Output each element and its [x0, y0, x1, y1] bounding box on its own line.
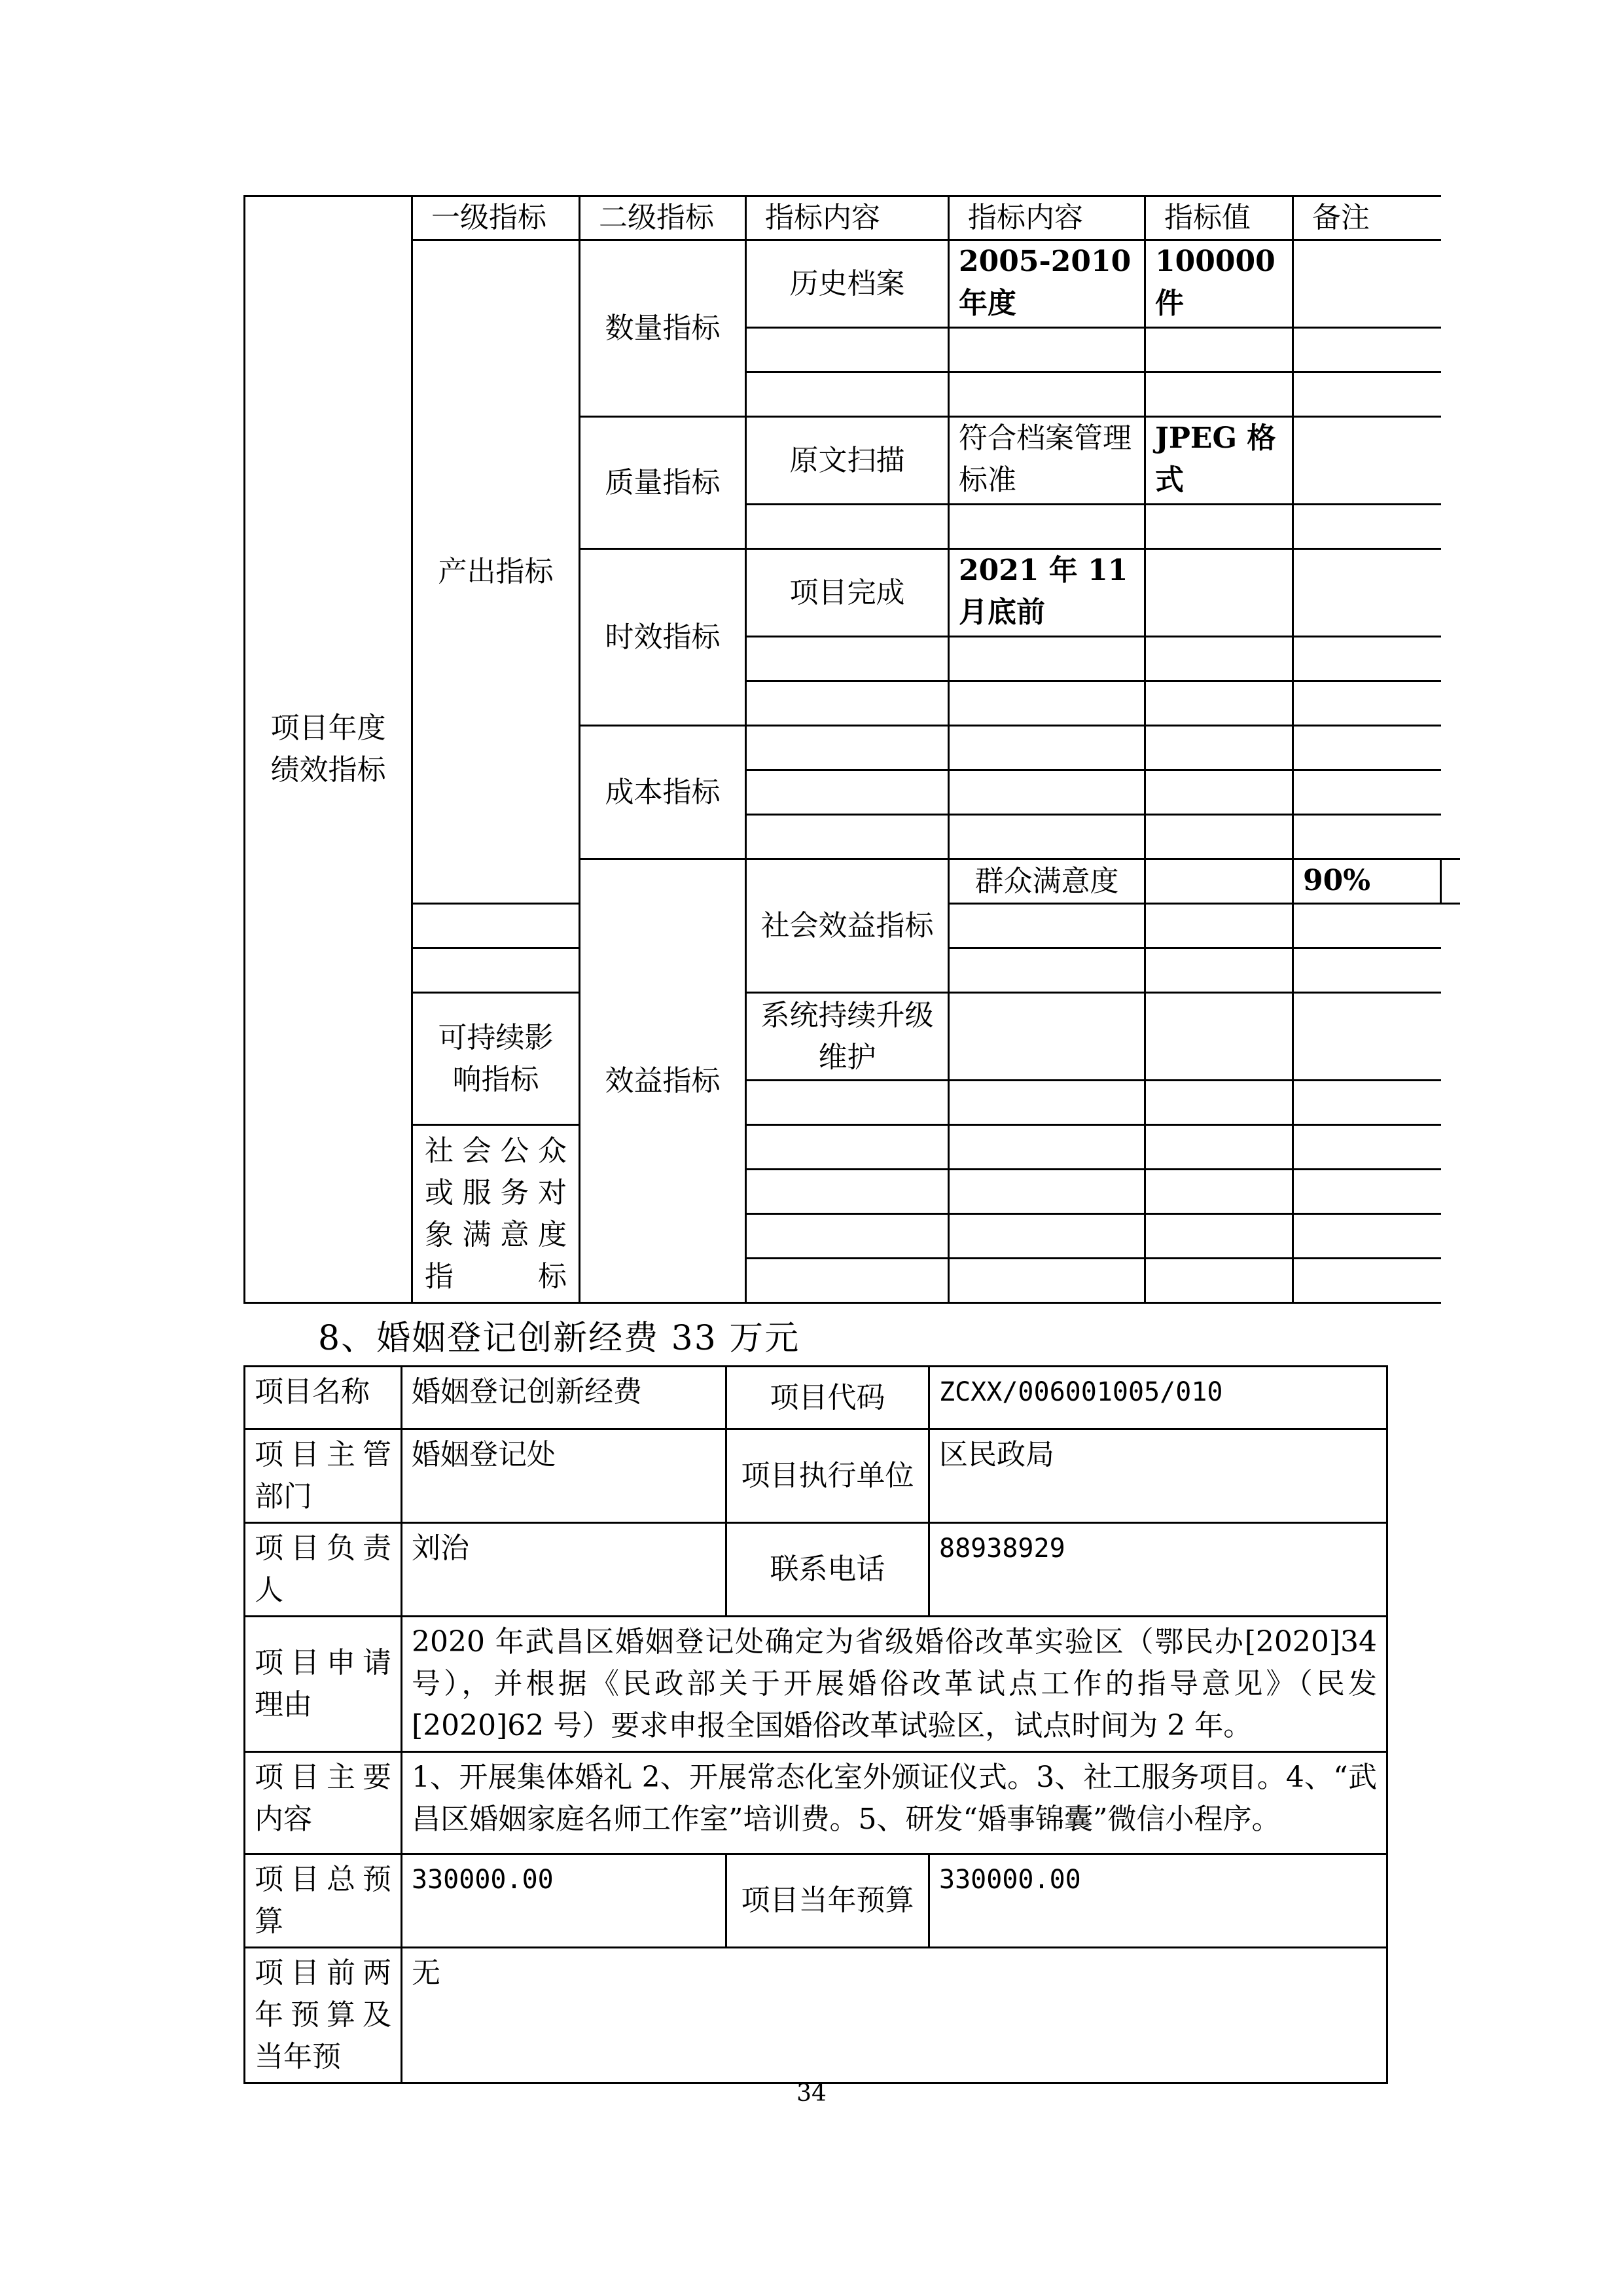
quality-value: JPEG 格式 — [1145, 417, 1293, 505]
level2-social: 社会效益指标 — [746, 859, 949, 993]
timeliness-value — [1145, 549, 1293, 637]
year-value: 330000.00 — [929, 1854, 1387, 1948]
header-note: 备注 — [1293, 196, 1441, 240]
owner-value: 刘治 — [402, 1523, 726, 1617]
level2-timeliness: 时效指标 — [580, 549, 746, 726]
header-content-2: 指标内容 — [949, 196, 1145, 240]
reason-value: 2020 年武昌区婚姻登记处确定为省级婚俗改革实验区（鄂民办[2020]34 号），并根据《民政部关于开展婚俗改革试点工作的指导意见》（民发[2020]62 号）要求申报全国婚俗改革试验区，试点时间为 2 年。 — [402, 1617, 1387, 1752]
quantity-content: 历史档案 — [746, 240, 949, 328]
phone-value: 88938929 — [929, 1523, 1387, 1617]
header-value: 指标值 — [1145, 196, 1293, 240]
year-label: 项目当年预算 — [726, 1854, 929, 1948]
quality-detail: 符合档案管理标准 — [949, 417, 1145, 505]
content-value: 1、开展集体婚礼 2、开展常态化室外颁证仪式。3、社工服务项目。4、“武昌区婚姻家庭名师工作室”培训费。5、研发“婚事锦囊”微信小程序。 — [402, 1752, 1387, 1854]
level2-satisfaction: 社会公众或服务对象满意度指标 — [412, 1125, 580, 1303]
quantity-detail: 2005-2010 年度 — [949, 240, 1145, 328]
dept-label: 项目主管部门 — [245, 1429, 402, 1523]
prev-value: 无 — [402, 1948, 1387, 2083]
total-value: 330000.00 — [402, 1854, 726, 1948]
level2-quantity: 数量指标 — [580, 240, 746, 417]
sustain-content: 系统持续升级维护 — [746, 993, 949, 1081]
page-number: 34 — [796, 2080, 827, 2107]
social-content: 群众满意度 — [949, 859, 1145, 904]
code-label: 项目代码 — [726, 1367, 929, 1429]
level2-quality: 质量指标 — [580, 417, 746, 549]
name-label: 项目名称 — [245, 1367, 402, 1429]
owner-label: 项目负责人 — [245, 1523, 402, 1617]
level1-output: 产出指标 — [412, 240, 580, 904]
section-heading: 8、婚姻登记创新经费 33 万元 — [318, 1319, 800, 1358]
social-value: 90% — [1293, 859, 1441, 904]
header-content: 指标内容 — [746, 196, 949, 240]
content-label: 项目主要内容 — [245, 1752, 402, 1854]
dept-value: 婚姻登记处 — [402, 1429, 726, 1523]
total-label: 项目总预算 — [245, 1854, 402, 1948]
header-level1: 一级指标 — [412, 196, 580, 240]
timeliness-detail: 2021 年 11 月底前 — [949, 549, 1145, 637]
code-value: ZCXX/006001005/010 — [929, 1367, 1387, 1429]
project-info-table — [243, 1365, 1388, 2084]
phone-label: 联系电话 — [726, 1523, 929, 1617]
exec-label: 项目执行单位 — [726, 1429, 929, 1523]
reason-label: 项目申请理由 — [245, 1617, 402, 1752]
timeliness-content: 项目完成 — [746, 549, 949, 637]
level1-benefit: 效益指标 — [580, 859, 746, 1303]
header-level2: 二级指标 — [580, 196, 746, 240]
quantity-value: 100000 件 — [1145, 240, 1293, 328]
level2-sustain: 可持续影响指标 — [412, 993, 580, 1125]
level2-cost: 成本指标 — [580, 726, 746, 859]
quality-content: 原文扫描 — [746, 417, 949, 505]
row-label: 项目年度绩效指标 — [270, 711, 386, 787]
quantity-note — [1293, 240, 1441, 328]
name-value: 婚姻登记创新经费 — [402, 1367, 726, 1429]
performance-indicator-table — [243, 195, 1460, 1304]
exec-value: 区民政局 — [929, 1429, 1387, 1523]
row-label-cell — [245, 196, 412, 1303]
prev-label: 项目前两年预算及当年预 — [245, 1948, 402, 2083]
